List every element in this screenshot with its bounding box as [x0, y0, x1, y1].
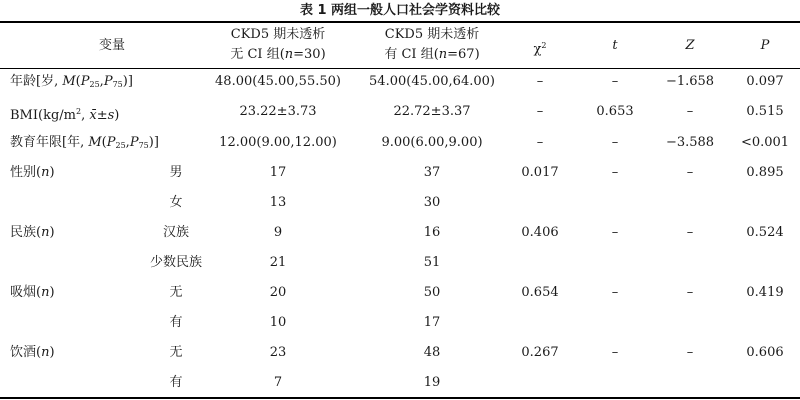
- cell-p: 0.419: [746, 285, 784, 300]
- cell-t: 0.653: [596, 104, 634, 119]
- cell-g2: 54.00(45.00,64.00): [369, 74, 495, 89]
- cell-g2: 17: [423, 315, 441, 330]
- header-group2-line1: CKD5 期未透析: [384, 27, 480, 42]
- cell-chi2: 0.654: [521, 285, 559, 300]
- cell-z: −1.658: [665, 74, 715, 89]
- header-p: P: [760, 38, 770, 53]
- table-bottom-rule: [0, 397, 800, 399]
- cell-g1: 23: [269, 345, 287, 360]
- cell-z: –: [686, 285, 694, 300]
- cell-z: –: [686, 104, 694, 119]
- cell-p: 0.097: [746, 74, 784, 89]
- cell-g2: 22.72±3.37: [393, 104, 471, 119]
- cell-g2: 16: [423, 225, 441, 240]
- cell-g1: 9: [273, 225, 283, 240]
- cell-g2: 19: [423, 375, 441, 390]
- row-label: 饮酒(n): [10, 345, 55, 360]
- cell-p: 0.895: [746, 165, 784, 180]
- cell-g1: 7: [273, 375, 283, 390]
- cell-chi2: 0.406: [521, 225, 559, 240]
- cell-p: <0.001: [740, 135, 790, 150]
- header-variable: 变量: [98, 38, 126, 53]
- header-z: Z: [685, 38, 695, 53]
- cell-sub: 有: [169, 315, 183, 330]
- cell-t: –: [611, 285, 619, 300]
- cell-t: –: [611, 225, 619, 240]
- cell-p: 0.606: [746, 345, 784, 360]
- header-group1-line2: 无 CI 组(n=30): [230, 47, 326, 62]
- cell-g1: 13: [269, 195, 287, 210]
- cell-g1: 20: [269, 285, 287, 300]
- table-caption: 表 1 两组一般人口社会学资料比较: [299, 3, 501, 18]
- cell-sub: 无: [169, 345, 183, 360]
- table-header-rule: [0, 68, 800, 69]
- cell-g1: 21: [269, 255, 287, 270]
- cell-g2: 50: [423, 285, 441, 300]
- table-top-rule: [0, 21, 800, 23]
- cell-sub: 女: [169, 195, 183, 210]
- cell-p: 0.515: [746, 104, 784, 119]
- cell-g1: 17: [269, 165, 287, 180]
- cell-g2: 48: [423, 345, 441, 360]
- header-group1-line1: CKD5 期未透析: [230, 27, 326, 42]
- cell-z: –: [686, 165, 694, 180]
- row-label: 吸烟(n): [10, 285, 55, 300]
- row-label: 性别(n): [10, 165, 55, 180]
- row-label: 教育年限[年, $M(P_{25},P_{75})$]: [10, 135, 159, 150]
- cell-chi2: –: [536, 135, 544, 150]
- cell-t: –: [611, 165, 619, 180]
- cell-sub: 有: [169, 375, 183, 390]
- cell-z: –: [686, 225, 694, 240]
- header-group2-line2: 有 CI 组(n=67): [384, 47, 480, 62]
- header-t: t: [612, 38, 618, 53]
- cell-chi2: –: [536, 74, 544, 89]
- row-label: 民族(n): [10, 225, 55, 240]
- cell-t: –: [611, 74, 619, 89]
- cell-g1: 10: [269, 315, 287, 330]
- cell-z: −3.588: [665, 135, 715, 150]
- row-label: 年龄[岁, $M(P_{25},P_{75})$]: [10, 74, 133, 89]
- cell-g2: 51: [423, 255, 441, 270]
- cell-sub: 无: [169, 285, 183, 300]
- cell-g1: 23.22±3.73: [239, 104, 317, 119]
- cell-sub: 少数民族: [149, 255, 203, 270]
- cell-sub: 汉族: [162, 225, 190, 240]
- cell-p: 0.524: [746, 225, 784, 240]
- cell-chi2: 0.017: [521, 165, 559, 180]
- cell-chi2: –: [536, 104, 544, 119]
- cell-chi2: 0.267: [521, 345, 559, 360]
- cell-t: –: [611, 345, 619, 360]
- cell-g2: 30: [423, 195, 441, 210]
- cell-g2: 9.00(6.00,9.00): [381, 135, 483, 150]
- cell-g1: 48.00(45.00,55.50): [215, 74, 341, 89]
- header-chi2: $\chi^2$: [533, 41, 547, 57]
- cell-g1: 12.00(9.00,12.00): [219, 135, 337, 150]
- row-label: $BMI(kg/m^2$, x̄±s): [10, 107, 120, 123]
- cell-sub: 男: [169, 165, 183, 180]
- cell-g2: 37: [423, 165, 441, 180]
- cell-z: –: [686, 345, 694, 360]
- cell-t: –: [611, 135, 619, 150]
